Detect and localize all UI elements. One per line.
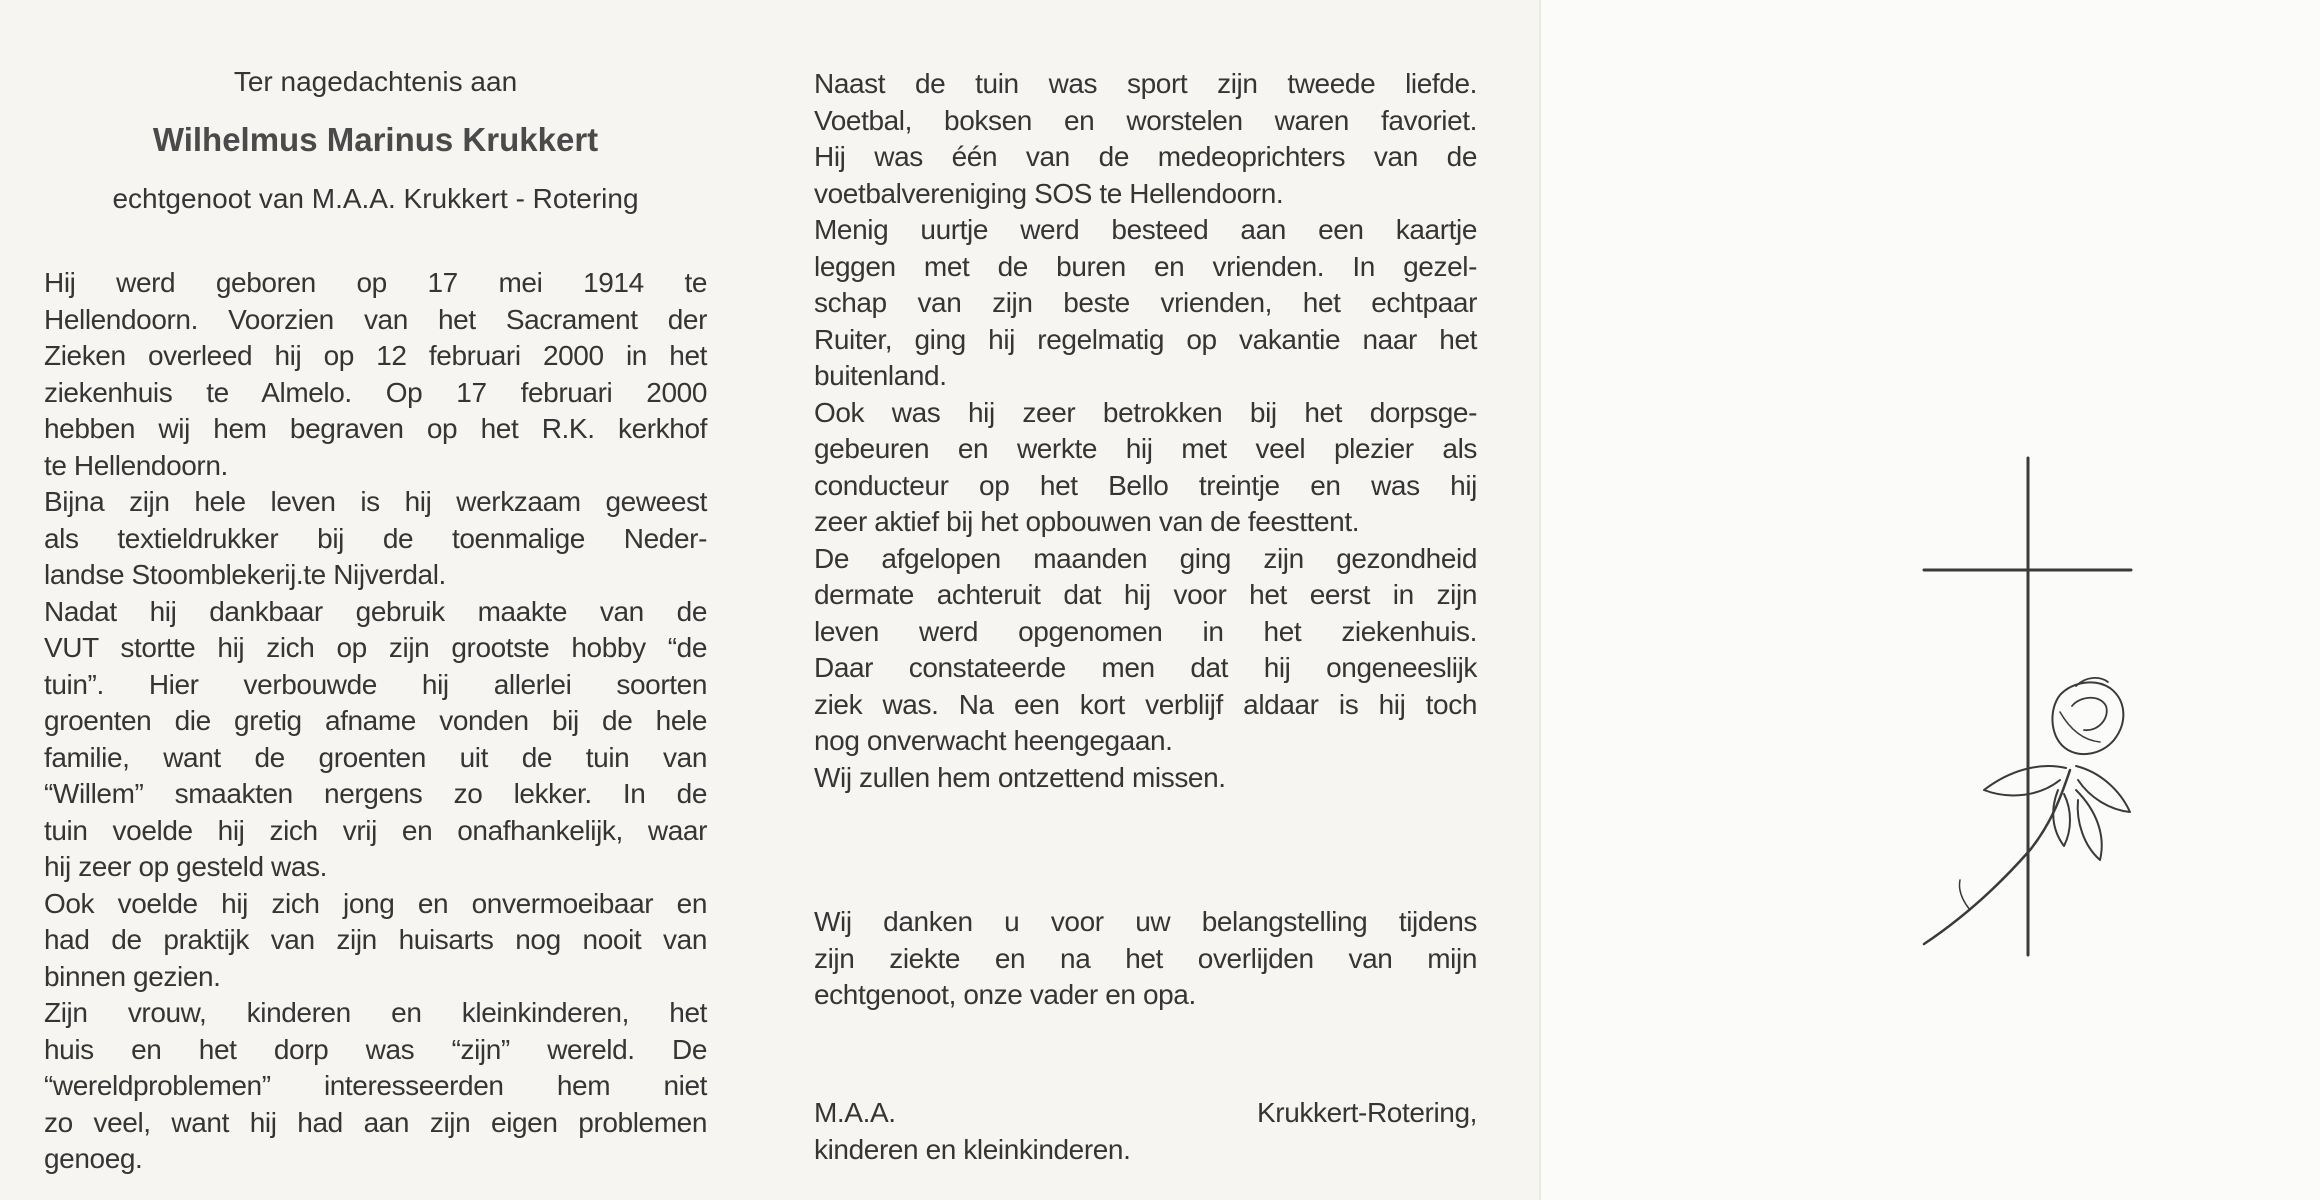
text-line: Wij danken u voor uw belangstelling tijdens <box>814 906 1477 937</box>
text-line: Wij zullen hem ontzettend missen. <box>814 761 1226 793</box>
text-line: ziek was. Na een kort verblijf aldaar is hij toch <box>814 688 1477 720</box>
text-line: tuin”. Hier verbouwde hij allerlei soorten <box>44 668 707 700</box>
text-line: conducteur op het Bello treintje en was hij <box>814 469 1477 501</box>
text-line: Ook voelde hij zich jong en onvermoeibaar en <box>44 887 707 919</box>
biography-middle-column <box>814 66 1477 796</box>
text-line: landse Stoomblekerij.te Nijverdal. <box>44 559 446 590</box>
text-line: familie, want de groenten uit de tuin van <box>44 741 707 773</box>
text-line: VUT stortte hij zich op zijn grootste hobby “de <box>44 632 707 663</box>
text-line: had de praktijk van zijn huisarts nog nooit van <box>44 924 707 955</box>
text-line: zo veel, want hij had aan zijn eigen problemen <box>44 1106 707 1138</box>
text-line: Hellendoorn. Voorzien van het Sacrament der <box>44 303 707 335</box>
text-line: buitenland. <box>814 360 947 391</box>
text-line: Ruiter, ging hij regelmatig op vakantie naar het <box>814 323 1477 355</box>
card-fold-line <box>1539 0 1541 1200</box>
text-line: voetbalvereniging SOS te Hellendoorn. <box>814 177 1284 209</box>
text-line: Ook was hij zeer betrokken bij het dorpsge- <box>814 396 1477 428</box>
text-line: huis en het dorp was “zijn” wereld. De <box>44 1033 707 1065</box>
text-line: leggen met de buren en vrienden. In gezel- <box>814 250 1477 282</box>
text-line: “Willem” smaakten nergens zo lekker. In de <box>44 778 707 809</box>
text-line: hij zeer op gesteld was. <box>44 851 328 882</box>
text-line: M.A.A. Krukkert-Rotering, <box>814 1097 1477 1128</box>
text-line: schap van zijn beste vrienden, het echtpaar <box>814 287 1477 318</box>
text-line: zijn ziekte en na het overlijden van mijn <box>814 942 1477 974</box>
signature-block <box>814 1095 1477 1168</box>
text-line: als textieldrukker bij de toenmalige Neder- <box>44 522 707 554</box>
text-line: gebeuren en werkte hij met veel plezier als <box>814 433 1477 464</box>
text-line: Nadat hij dankbaar gebruik maakte van de <box>44 595 707 627</box>
deceased-name: Wilhelmus Marinus Krukkert <box>152 121 599 158</box>
text-line: genoeg. <box>44 1143 143 1174</box>
text-line: Naast de tuin was sport zijn tweede liefde. <box>814 68 1477 99</box>
text-line: Voetbal, boksen en worstelen waren favoriet. <box>814 104 1477 136</box>
text-line: echtgenoot, onze vader en opa. <box>814 979 1196 1010</box>
text-line: dermate achteruit dat hij voor het eerst in zijn <box>814 579 1477 610</box>
text-line: groenten die gretig afname vonden bij de hele <box>44 705 707 736</box>
text-line: leven werd opgenomen in het ziekenhuis. <box>814 615 1477 647</box>
text-line: kinderen en kleinkinderen. <box>814 1133 1131 1165</box>
thanks-paragraph <box>814 904 1477 1014</box>
text-line: Bijna zijn hele leven is hij werkzaam geweest <box>44 486 707 517</box>
text-line: De afgelopen maanden ging zijn gezondheid <box>814 542 1477 574</box>
text-line: ziekenhuis te Almelo. Op 17 februari 2000 <box>44 376 707 408</box>
text-line: Menig uurtje werd besteed aan een kaartje <box>814 214 1477 245</box>
text-line: Zieken overleed hij op 12 februari 2000 in het <box>44 340 707 371</box>
cross-with-rose-icon <box>1900 450 2160 970</box>
biography-left-column <box>44 265 707 1178</box>
text-line: hebben wij hem begraven op het R.K. kerkhof <box>44 413 707 444</box>
text-line: Zijn vrouw, kinderen en kleinkinderen, het <box>44 997 707 1028</box>
text-line: zeer aktief bij het opbouwen van de feesttent. <box>814 506 1360 537</box>
text-line: binnen gezien. <box>44 960 221 992</box>
text-line: te Hellendoorn. <box>44 449 228 481</box>
text-line: nog onverwacht heengegaan. <box>814 725 1173 756</box>
text-line: tuin voelde hij zich vrij en onafhankelijk, waar <box>44 814 707 846</box>
text-line: Hij werd geboren op 17 mei 1914 te <box>44 267 707 298</box>
text-line: Hij was één van de medeoprichters van de <box>814 141 1477 172</box>
spouse-line: echtgenoot van M.A.A. Krukkert - Rotering <box>112 183 639 214</box>
memorial-intro: Ter nagedachtenis aan <box>233 66 518 97</box>
text-line: “wereldproblemen” interesseerden hem niet <box>44 1070 707 1101</box>
text-line: Daar constateerde men dat hij ongeneeslijk <box>814 652 1477 683</box>
